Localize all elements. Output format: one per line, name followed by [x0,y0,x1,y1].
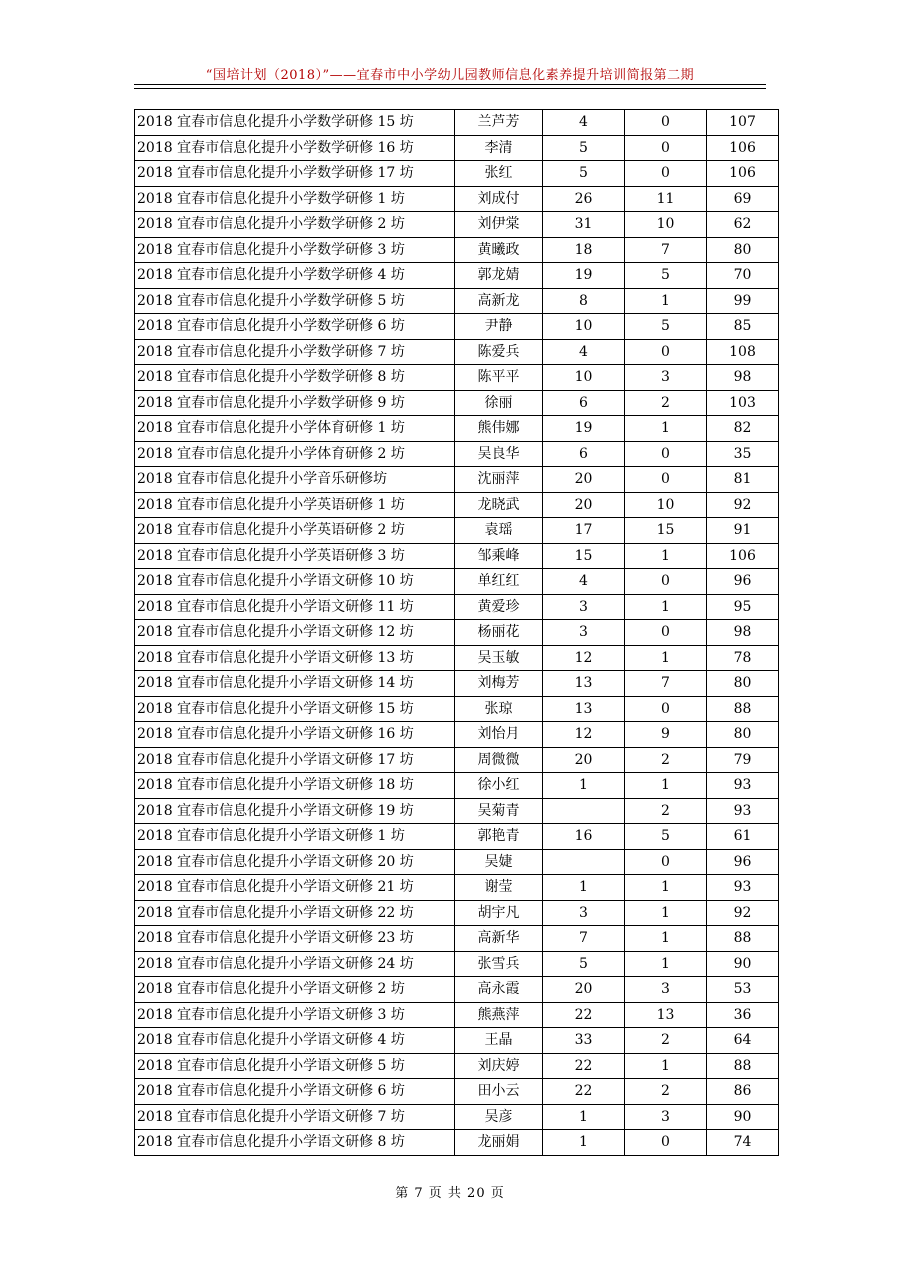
count-a-cell [543,849,625,875]
leader-name-cell: 黄爱珍 [455,594,543,620]
score-cell: 35 [707,441,779,467]
table-row [135,161,779,187]
workshop-name-cell: 2018 宜春市信息化提升小学数学研修 5 坊 [135,288,455,314]
score-cell: 74 [707,1130,779,1156]
workshop-name-cell: 2018 宜春市信息化提升小学语文研修 2 坊 [135,977,455,1003]
leader-name-cell: 杨丽花 [455,620,543,646]
count-a-cell: 1 [543,773,625,799]
count-a-cell: 1 [543,1130,625,1156]
score-cell: 88 [707,696,779,722]
count-a-cell: 20 [543,747,625,773]
count-a-cell: 10 [543,365,625,391]
table-row [135,926,779,952]
workshop-name-cell: 2018 宜春市信息化提升小学语文研修 8 坊 [135,1130,455,1156]
count-a-cell: 5 [543,161,625,187]
count-b-cell: 3 [625,977,707,1003]
leader-name-cell: 尹静 [455,314,543,340]
count-b-cell: 2 [625,1079,707,1105]
leader-name-cell: 龙丽娟 [455,1130,543,1156]
count-b-cell: 3 [625,365,707,391]
leader-name-cell: 高新华 [455,926,543,952]
table-row [135,645,779,671]
score-cell: 93 [707,773,779,799]
count-b-cell: 5 [625,824,707,850]
score-cell: 96 [707,569,779,595]
count-a-cell: 3 [543,620,625,646]
count-b-cell: 0 [625,467,707,493]
leader-name-cell: 徐小红 [455,773,543,799]
count-b-cell: 1 [625,288,707,314]
score-cell: 106 [707,543,779,569]
workshop-name-cell: 2018 宜春市信息化提升小学语文研修 19 坊 [135,798,455,824]
score-cell: 88 [707,1053,779,1079]
count-a-cell: 19 [543,263,625,289]
count-b-cell: 0 [625,339,707,365]
table-row [135,288,779,314]
score-cell: 106 [707,161,779,187]
workshop-name-cell: 2018 宜春市信息化提升小学语文研修 21 坊 [135,875,455,901]
count-b-cell: 1 [625,645,707,671]
count-b-cell: 13 [625,1002,707,1028]
score-cell: 85 [707,314,779,340]
score-cell: 70 [707,263,779,289]
leader-name-cell: 张琼 [455,696,543,722]
table-row [135,900,779,926]
score-cell: 106 [707,135,779,161]
leader-name-cell: 刘梅芳 [455,671,543,697]
table-row [135,1028,779,1054]
table-row [135,594,779,620]
count-a-cell: 22 [543,1053,625,1079]
leader-name-cell: 熊伟娜 [455,416,543,442]
score-cell: 96 [707,849,779,875]
workshop-name-cell: 2018 宜春市信息化提升小学数学研修 7 坊 [135,339,455,365]
workshop-name-cell: 2018 宜春市信息化提升小学语文研修 22 坊 [135,900,455,926]
workshop-name-cell: 2018 宜春市信息化提升小学语文研修 16 坊 [135,722,455,748]
leader-name-cell: 龙晓武 [455,492,543,518]
table-row [135,186,779,212]
workshop-name-cell: 2018 宜春市信息化提升小学数学研修 4 坊 [135,263,455,289]
count-a-cell: 33 [543,1028,625,1054]
table-row [135,951,779,977]
workshop-name-cell: 2018 宜春市信息化提升小学语文研修 18 坊 [135,773,455,799]
count-b-cell: 0 [625,696,707,722]
count-a-cell: 31 [543,212,625,238]
table-row [135,1130,779,1156]
count-b-cell: 1 [625,773,707,799]
score-cell: 92 [707,900,779,926]
leader-name-cell: 郭艳青 [455,824,543,850]
count-b-cell: 1 [625,594,707,620]
table-row [135,875,779,901]
count-b-cell: 0 [625,849,707,875]
table-row [135,849,779,875]
count-a-cell: 3 [543,900,625,926]
count-b-cell: 2 [625,798,707,824]
count-b-cell: 1 [625,900,707,926]
count-a-cell: 22 [543,1079,625,1105]
table-row [135,696,779,722]
count-a-cell: 1 [543,1104,625,1130]
workshop-name-cell: 2018 宜春市信息化提升小学音乐研修坊 [135,467,455,493]
score-cell: 98 [707,620,779,646]
leader-name-cell: 高永霞 [455,977,543,1003]
workshop-name-cell: 2018 宜春市信息化提升小学语文研修 17 坊 [135,747,455,773]
workshop-name-cell: 2018 宜春市信息化提升小学数学研修 17 坊 [135,161,455,187]
workshop-name-cell: 2018 宜春市信息化提升小学数学研修 15 坊 [135,110,455,136]
leader-name-cell: 吴良华 [455,441,543,467]
table-row [135,824,779,850]
table-row [135,620,779,646]
leader-name-cell: 吴彦 [455,1104,543,1130]
score-cell: 53 [707,977,779,1003]
count-a-cell: 20 [543,492,625,518]
count-a-cell: 12 [543,645,625,671]
workshop-name-cell: 2018 宜春市信息化提升小学数学研修 16 坊 [135,135,455,161]
score-cell: 91 [707,518,779,544]
table-row [135,237,779,263]
workshop-name-cell: 2018 宜春市信息化提升小学语文研修 6 坊 [135,1079,455,1105]
count-b-cell: 9 [625,722,707,748]
workshop-name-cell: 2018 宜春市信息化提升小学数学研修 6 坊 [135,314,455,340]
score-cell: 95 [707,594,779,620]
leader-name-cell: 黄曦政 [455,237,543,263]
count-a-cell: 17 [543,518,625,544]
leader-name-cell: 沈丽萍 [455,467,543,493]
workshop-name-cell: 2018 宜春市信息化提升小学语文研修 4 坊 [135,1028,455,1054]
score-cell: 93 [707,798,779,824]
leader-name-cell: 袁瑶 [455,518,543,544]
count-b-cell: 0 [625,620,707,646]
count-a-cell: 4 [543,339,625,365]
score-cell: 62 [707,212,779,238]
count-a-cell: 8 [543,288,625,314]
count-b-cell: 5 [625,314,707,340]
table-row [135,110,779,136]
workshop-name-cell: 2018 宜春市信息化提升小学语文研修 20 坊 [135,849,455,875]
count-a-cell: 16 [543,824,625,850]
score-cell: 90 [707,951,779,977]
leader-name-cell: 吴玉敏 [455,645,543,671]
table-row [135,1053,779,1079]
count-a-cell: 20 [543,977,625,1003]
leader-name-cell: 刘伊棠 [455,212,543,238]
workshop-name-cell: 2018 宜春市信息化提升小学语文研修 23 坊 [135,926,455,952]
table-row [135,798,779,824]
workshop-name-cell: 2018 宜春市信息化提升小学语文研修 15 坊 [135,696,455,722]
count-a-cell: 13 [543,696,625,722]
count-b-cell: 2 [625,390,707,416]
count-b-cell: 1 [625,1053,707,1079]
count-a-cell: 1 [543,875,625,901]
workshop-name-cell: 2018 宜春市信息化提升小学语文研修 7 坊 [135,1104,455,1130]
count-b-cell: 0 [625,1130,707,1156]
count-a-cell: 5 [543,951,625,977]
workshop-name-cell: 2018 宜春市信息化提升小学数学研修 2 坊 [135,212,455,238]
score-cell: 80 [707,671,779,697]
count-a-cell: 6 [543,441,625,467]
count-b-cell: 0 [625,135,707,161]
table-row [135,518,779,544]
count-b-cell: 15 [625,518,707,544]
score-cell: 82 [707,416,779,442]
table-row [135,1104,779,1130]
workshop-name-cell: 2018 宜春市信息化提升小学语文研修 5 坊 [135,1053,455,1079]
count-b-cell: 0 [625,161,707,187]
workshop-name-cell: 2018 宜春市信息化提升小学语文研修 1 坊 [135,824,455,850]
page-footer: 第 7 页 共 20 页 [395,1186,505,1201]
score-cell: 78 [707,645,779,671]
count-a-cell: 22 [543,1002,625,1028]
table-row [135,722,779,748]
score-cell: 36 [707,1002,779,1028]
score-cell: 88 [707,926,779,952]
count-a-cell: 10 [543,314,625,340]
table-row [135,212,779,238]
workshop-name-cell: 2018 宜春市信息化提升小学数学研修 3 坊 [135,237,455,263]
score-cell: 99 [707,288,779,314]
workshop-name-cell: 2018 宜春市信息化提升小学数学研修 9 坊 [135,390,455,416]
leader-name-cell: 刘庆婷 [455,1053,543,1079]
score-cell: 80 [707,722,779,748]
workshop-name-cell: 2018 宜春市信息化提升小学语文研修 14 坊 [135,671,455,697]
table-row [135,977,779,1003]
table-row [135,671,779,697]
workshop-name-cell: 2018 宜春市信息化提升小学英语研修 1 坊 [135,492,455,518]
count-a-cell: 12 [543,722,625,748]
count-b-cell: 1 [625,543,707,569]
count-b-cell: 1 [625,926,707,952]
leader-name-cell: 胡宇凡 [455,900,543,926]
leader-name-cell: 刘怡月 [455,722,543,748]
leader-name-cell: 周微微 [455,747,543,773]
score-cell: 81 [707,467,779,493]
count-a-cell: 3 [543,594,625,620]
leader-name-cell: 单红红 [455,569,543,595]
workshop-name-cell: 2018 宜春市信息化提升小学语文研修 24 坊 [135,951,455,977]
count-b-cell: 1 [625,951,707,977]
header-rule-thin [134,88,766,89]
leader-name-cell: 刘成付 [455,186,543,212]
table-row [135,390,779,416]
count-a-cell: 4 [543,569,625,595]
count-b-cell: 0 [625,441,707,467]
workshop-name-cell: 2018 宜春市信息化提升小学语文研修 13 坊 [135,645,455,671]
leader-name-cell: 张雪兵 [455,951,543,977]
count-b-cell: 7 [625,237,707,263]
table-row [135,416,779,442]
score-cell: 79 [707,747,779,773]
score-cell: 86 [707,1079,779,1105]
count-b-cell: 10 [625,492,707,518]
table-row [135,543,779,569]
count-b-cell: 3 [625,1104,707,1130]
leader-name-cell: 邹乘峰 [455,543,543,569]
leader-name-cell: 陈平平 [455,365,543,391]
count-b-cell: 10 [625,212,707,238]
table-row [135,263,779,289]
count-a-cell: 15 [543,543,625,569]
count-b-cell: 11 [625,186,707,212]
score-cell: 108 [707,339,779,365]
table-row [135,467,779,493]
workshop-table [134,109,779,1156]
score-cell: 80 [707,237,779,263]
table-row [135,569,779,595]
count-a-cell: 4 [543,110,625,136]
leader-name-cell: 张红 [455,161,543,187]
leader-name-cell: 吴菊青 [455,798,543,824]
leader-name-cell: 李清 [455,135,543,161]
workshop-name-cell: 2018 宜春市信息化提升小学体育研修 1 坊 [135,416,455,442]
workshop-name-cell: 2018 宜春市信息化提升小学数学研修 8 坊 [135,365,455,391]
table-row [135,773,779,799]
count-a-cell: 13 [543,671,625,697]
workshop-name-cell: 2018 宜春市信息化提升小学体育研修 2 坊 [135,441,455,467]
score-cell: 64 [707,1028,779,1054]
leader-name-cell: 高新龙 [455,288,543,314]
table-row [135,747,779,773]
header-rule [134,84,766,85]
table-row [135,314,779,340]
score-cell: 69 [707,186,779,212]
workshop-name-cell: 2018 宜春市信息化提升小学英语研修 2 坊 [135,518,455,544]
table-row [135,1002,779,1028]
workshop-name-cell: 2018 宜春市信息化提升小学数学研修 1 坊 [135,186,455,212]
page-header: “国培计划（2018）”——宜春市中小学幼儿园教师信息化素养提升培训简报第二期 [205,68,695,83]
count-b-cell: 2 [625,747,707,773]
score-cell: 103 [707,390,779,416]
table-row [135,135,779,161]
score-cell: 90 [707,1104,779,1130]
table-row [135,339,779,365]
leader-name-cell: 陈爱兵 [455,339,543,365]
count-b-cell: 2 [625,1028,707,1054]
count-b-cell: 7 [625,671,707,697]
workshop-name-cell: 2018 宜春市信息化提升小学语文研修 11 坊 [135,594,455,620]
leader-name-cell: 谢莹 [455,875,543,901]
count-b-cell: 5 [625,263,707,289]
score-cell: 93 [707,875,779,901]
count-b-cell: 0 [625,569,707,595]
count-b-cell: 1 [625,875,707,901]
leader-name-cell: 王晶 [455,1028,543,1054]
leader-name-cell: 郭龙婧 [455,263,543,289]
score-cell: 61 [707,824,779,850]
table-row [135,1079,779,1105]
score-cell: 98 [707,365,779,391]
count-a-cell [543,798,625,824]
score-cell: 92 [707,492,779,518]
count-a-cell: 20 [543,467,625,493]
workshop-name-cell: 2018 宜春市信息化提升小学语文研修 12 坊 [135,620,455,646]
table-row [135,441,779,467]
table-row [135,492,779,518]
count-a-cell: 7 [543,926,625,952]
count-b-cell: 1 [625,416,707,442]
count-a-cell: 18 [543,237,625,263]
leader-name-cell: 田小云 [455,1079,543,1105]
count-a-cell: 5 [543,135,625,161]
count-a-cell: 26 [543,186,625,212]
leader-name-cell: 兰芦芳 [455,110,543,136]
count-a-cell: 6 [543,390,625,416]
count-a-cell: 19 [543,416,625,442]
leader-name-cell: 熊燕萍 [455,1002,543,1028]
score-cell: 107 [707,110,779,136]
table-row [135,365,779,391]
workshop-name-cell: 2018 宜春市信息化提升小学语文研修 3 坊 [135,1002,455,1028]
count-b-cell: 0 [625,110,707,136]
leader-name-cell: 吴婕 [455,849,543,875]
leader-name-cell: 徐丽 [455,390,543,416]
workshop-name-cell: 2018 宜春市信息化提升小学英语研修 3 坊 [135,543,455,569]
workshop-name-cell: 2018 宜春市信息化提升小学语文研修 10 坊 [135,569,455,595]
